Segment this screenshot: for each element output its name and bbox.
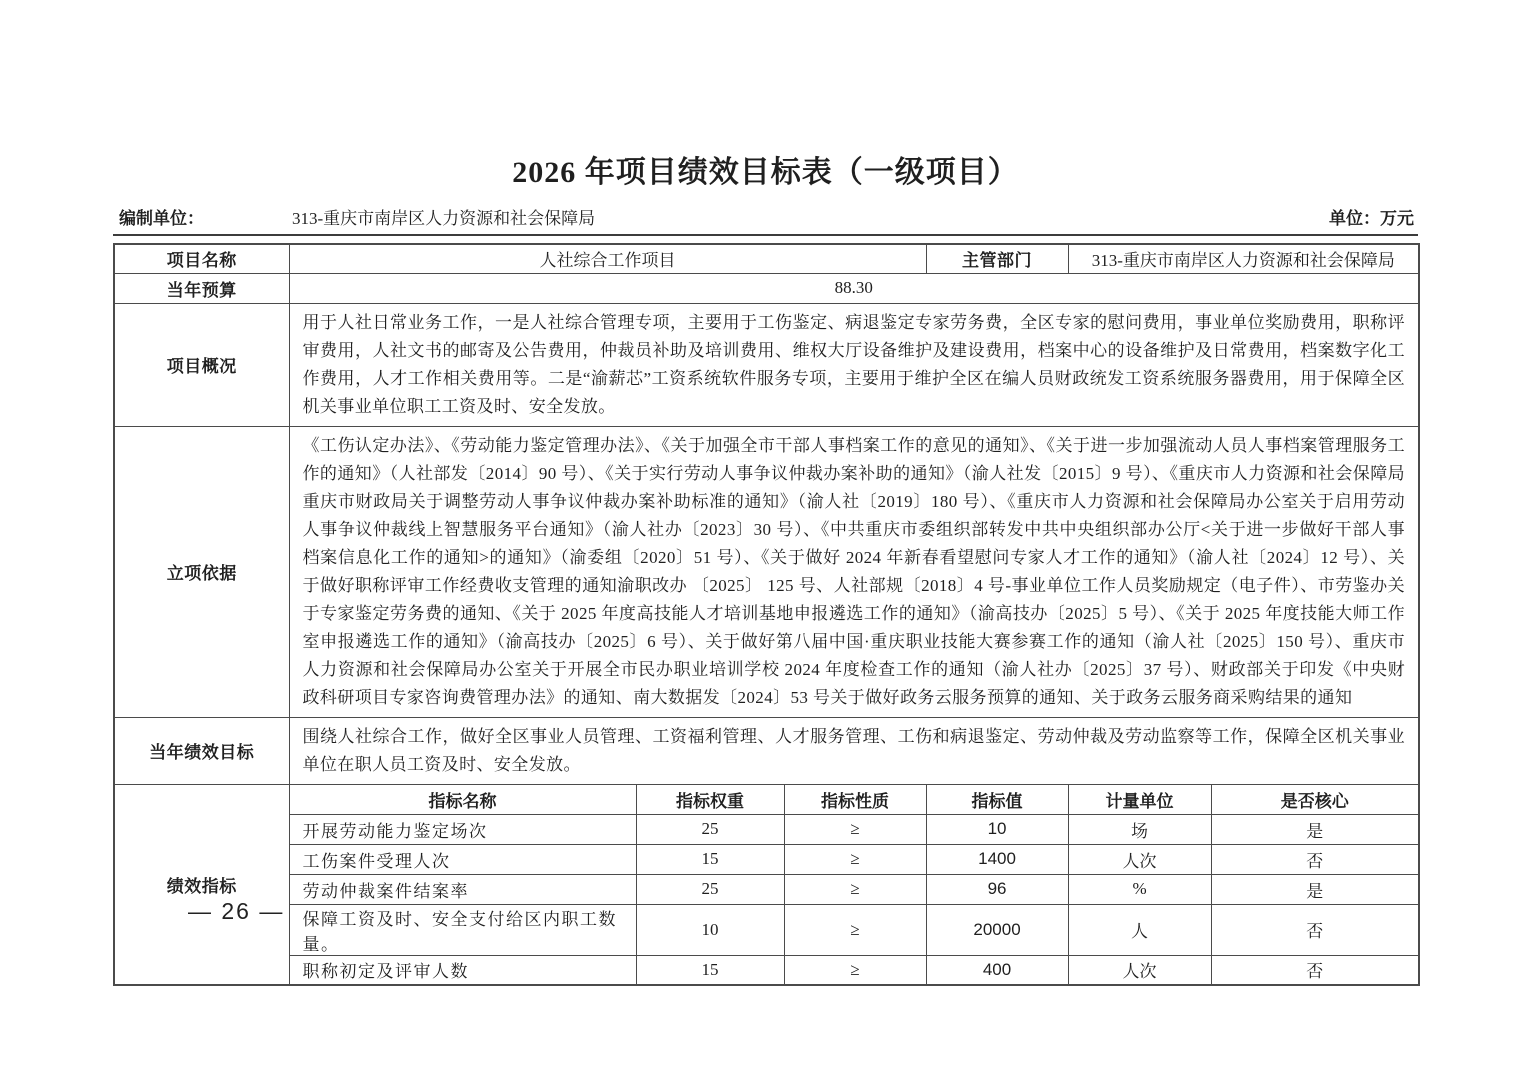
col-header-name: 指标名称 bbox=[289, 784, 636, 814]
indicator-core: 是 bbox=[1211, 814, 1419, 844]
indicator-value: 10 bbox=[926, 814, 1068, 844]
col-header-nature: 指标性质 bbox=[784, 784, 926, 814]
col-header-core: 是否核心 bbox=[1211, 784, 1419, 814]
indicator-row bbox=[114, 874, 1419, 904]
project-name-label: 项目名称 bbox=[114, 244, 289, 273]
project-name-value: 人社综合工作项目 bbox=[289, 244, 926, 273]
indicator-weight: 15 bbox=[636, 844, 784, 874]
indicator-row bbox=[114, 955, 1419, 985]
page-number: — 26 — bbox=[188, 898, 285, 924]
indicator-row bbox=[114, 904, 1419, 955]
row-goal bbox=[114, 717, 1419, 784]
indicator-row bbox=[114, 844, 1419, 874]
goal-text: 围绕人社综合工作，做好全区事业人员管理、工资福利管理、人才服务管理、工伤和病退鉴定、劳动仲裁及劳动监察等工作，保障全区机关事业单位在职人员工资及时、安全发放。 bbox=[289, 717, 1419, 784]
indicator-nature: ≥ bbox=[784, 874, 926, 904]
indicator-weight: 15 bbox=[636, 955, 784, 985]
indicator-name: 工伤案件受理人次 bbox=[289, 844, 636, 874]
indicator-value: 96 bbox=[926, 874, 1068, 904]
goal-label: 当年绩效目标 bbox=[114, 717, 289, 784]
dept-value: 313-重庆市南岸区人力资源和社会保障局 bbox=[1068, 244, 1419, 273]
overview-label: 项目概况 bbox=[114, 303, 289, 426]
indicator-weight: 25 bbox=[636, 874, 784, 904]
indicator-value: 400 bbox=[926, 955, 1068, 985]
indicator-weight: 10 bbox=[636, 904, 784, 955]
col-header-weight: 指标权重 bbox=[636, 784, 784, 814]
indicator-unit: 场 bbox=[1068, 814, 1211, 844]
basis-label: 立项依据 bbox=[114, 426, 289, 717]
indicator-core: 否 bbox=[1211, 844, 1419, 874]
page-title: 2026 年项目绩效目标表（一级项目） bbox=[512, 156, 1019, 189]
document-content bbox=[113, 0, 1418, 986]
indicator-unit: % bbox=[1068, 874, 1211, 904]
indicator-weight: 25 bbox=[636, 814, 784, 844]
indicator-core: 否 bbox=[1211, 904, 1419, 955]
prepared-by-value: 313-重庆市南岸区人力资源和社会保障局 bbox=[292, 209, 596, 228]
indicator-unit: 人 bbox=[1068, 904, 1211, 955]
row-project-name bbox=[114, 244, 1419, 273]
indicator-value: 20000 bbox=[926, 904, 1068, 955]
indicator-nature: ≥ bbox=[784, 955, 926, 985]
row-overview bbox=[114, 303, 1419, 426]
indicator-row bbox=[114, 814, 1419, 844]
indicators-label: 绩效指标 bbox=[114, 784, 289, 985]
row-basis bbox=[114, 426, 1419, 717]
budget-label: 当年预算 bbox=[114, 273, 289, 303]
indicator-name: 开展劳动能力鉴定场次 bbox=[289, 814, 636, 844]
basis-text: 《工伤认定办法》、《劳动能力鉴定管理办法》、《关于加强全市干部人事档案工作的意见的通知》、《关于进一步加强流动人员人事档案管理服务工作的通知》（人社部发〔2014〕90 号）、《关于实行劳动人事争议仲裁办案补助的通知》（渝人社发〔2015〕9 号）、《重庆市人力资源和社会保障局重庆市财政局关于调整劳动人事争议仲裁办案补助标准的通知》（渝人社〔2019〕180 号）、《重庆市人力资源和社会保障局办公室关于启用劳动人事争议仲裁线上智慧服务平台通知》（渝人社办〔2023〕30 号）、《中共重庆市委组织部转发中共中央组织部办公厅<关于进一步做好干部人事档案信息化工作的通知>的通知》（渝委组〔2020〕51 号）、《关于做好 2024 年新春看望慰问专家人才工作的通知》（渝人社〔2024〕12 号）、关于做好职称评审工作经费收支管理的通知渝职改办 〔2025〕 125 号、人社部规〔2018〕4 号-事业单位工作人员奖励规定（电子件）、市劳鉴办关于专家鉴定劳务费的通知、《关于 2025 年度高技能人才培训基地申报遴选工作的通知》（渝高技办〔2025〕5 号）、《关于 2025 年度技能大师工作室申报遴选工作的通知》（渝高技办〔2025〕6 号）、关于做好第八届中国·重庆职业技能大赛参赛工作的通知（渝人社〔2025〕150 号）、重庆市人力资源和社会保障局办公室关于开展全市民办职业培训学校 2024 年度检查工作的通知（渝人社办〔2025〕37 号）、财政部关于印发《中央财政科研项目专家咨询费管理办法》的通知、南大数据发〔2024〕53 号关于做好政务云服务预算的通知、关于政务云服务商采购结果的通知 bbox=[289, 426, 1419, 717]
indicator-name: 劳动仲裁案件结案率 bbox=[289, 874, 636, 904]
col-header-unit: 计量单位 bbox=[1068, 784, 1211, 814]
indicator-nature: ≥ bbox=[784, 844, 926, 874]
indicator-name: 保障工资及时、安全支付给区内职工数量。 bbox=[289, 904, 636, 955]
indicator-nature: ≥ bbox=[784, 904, 926, 955]
dept-label: 主管部门 bbox=[926, 244, 1068, 273]
indicator-header-row bbox=[114, 784, 1419, 814]
prepared-by bbox=[119, 204, 595, 229]
indicator-name: 职称初定及评审人数 bbox=[289, 955, 636, 985]
meta-row bbox=[113, 204, 1418, 236]
budget-value: 88.30 bbox=[289, 273, 1419, 303]
overview-text: 用于人社日常业务工作，一是人社综合管理专项，主要用于工伤鉴定、病退鉴定专家劳务费，全区专家的慰问费用，事业单位奖励费用，职称评审费用，人社文书的邮寄及公告费用，仲裁员补助及培训费用、维权大厅设备维护及建设费用，档案中心的设备维护及日常费用，档案数字化工作费用，人才工作相关费用等。二是“渝薪芯”工资系统软件服务专项，主要用于维护全区在编人员财政统发工资系统服务器费用，用于保障全区机关事业单位职工工资及时、安全发放。 bbox=[289, 303, 1419, 426]
performance-target-table bbox=[113, 243, 1420, 986]
indicator-core: 是 bbox=[1211, 874, 1419, 904]
prepared-by-label: 编制单位： bbox=[119, 209, 204, 228]
row-budget bbox=[114, 273, 1419, 303]
indicator-nature: ≥ bbox=[784, 814, 926, 844]
indicator-unit: 人次 bbox=[1068, 955, 1211, 985]
indicator-core: 否 bbox=[1211, 955, 1419, 985]
currency-unit-label: 单位：万元 bbox=[1329, 209, 1414, 228]
indicator-value: 1400 bbox=[926, 844, 1068, 874]
col-header-value: 指标值 bbox=[926, 784, 1068, 814]
indicator-unit: 人次 bbox=[1068, 844, 1211, 874]
